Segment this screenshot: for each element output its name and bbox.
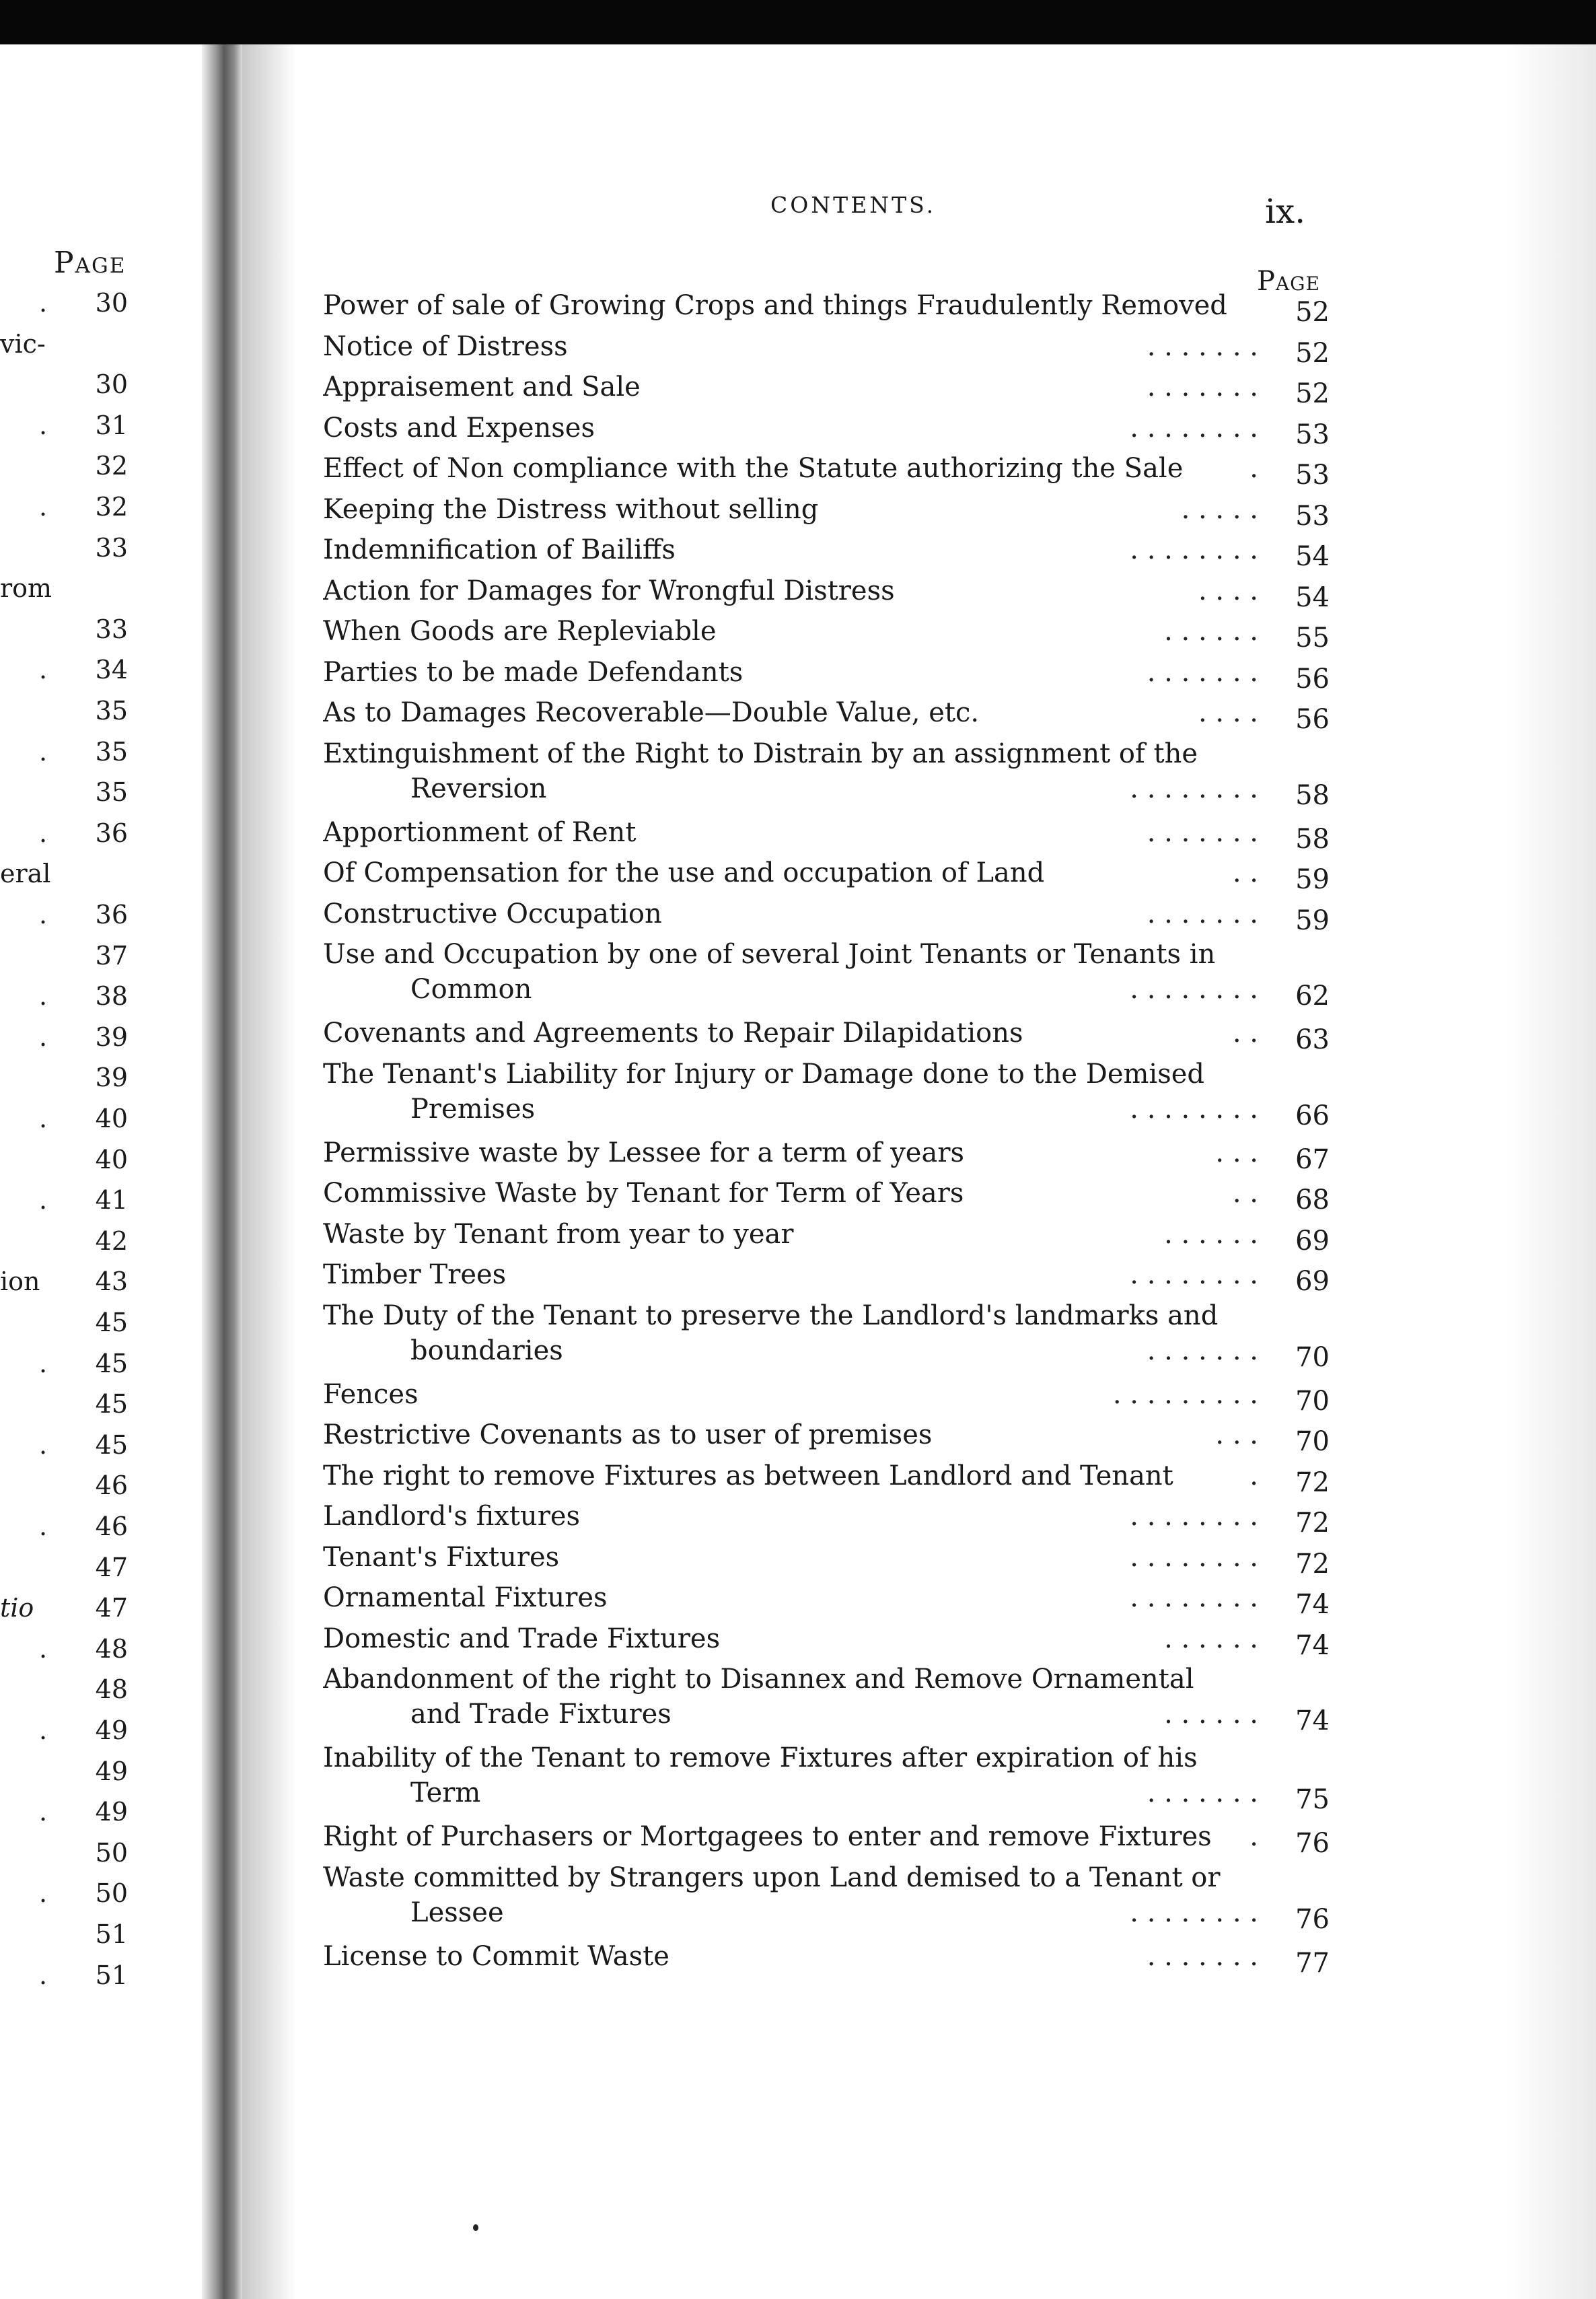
left-row-leader-dot: . xyxy=(39,1960,48,1990)
left-row-leader-dot: . xyxy=(39,1429,48,1460)
contents-entry xyxy=(323,329,1346,369)
contents-entry xyxy=(323,815,1346,855)
entry-page-number: 62 xyxy=(1295,981,1330,1012)
left-row-leader-dot: . xyxy=(39,1633,48,1664)
left-row-leader-dot: . xyxy=(39,1104,48,1133)
left-page-row xyxy=(0,1104,128,1137)
left-row-page-number: 35 xyxy=(95,736,128,767)
entry-page-number: 56 xyxy=(1295,663,1330,695)
leader-dots: . . xyxy=(1232,1178,1258,1209)
entry-page-number: 74 xyxy=(1295,1589,1330,1620)
entry-title: The Tenant's Liability for Injury or Damage done to the Demised xyxy=(323,1058,1205,1090)
entry-title: Covenants and Agreements to Repair Dilapidations xyxy=(323,1018,1023,1049)
leader-dots: . . xyxy=(1232,857,1258,888)
leader-dots: . . . . . . . . . xyxy=(1112,1378,1258,1410)
leader-dots: . . . . . xyxy=(1181,493,1258,525)
entry-page-number: 70 xyxy=(1295,1426,1330,1457)
left-row-page-number: 45 xyxy=(95,1429,128,1460)
left-page-row xyxy=(0,1349,128,1382)
left-row-page-number: 47 xyxy=(95,1552,128,1582)
left-row-page-number: 48 xyxy=(95,1633,128,1664)
left-page-row xyxy=(0,1226,128,1260)
leader-dots: . . . . . . xyxy=(1164,616,1258,647)
left-page-row xyxy=(0,614,128,648)
folio-number: ix. xyxy=(1265,192,1306,231)
left-row-page-number: 37 xyxy=(95,940,128,970)
entry-page-number: 58 xyxy=(1295,779,1330,811)
contents-entry xyxy=(323,288,1346,328)
entry-page-number: 53 xyxy=(1295,500,1330,532)
entry-title-continuation: Common xyxy=(410,974,532,1005)
left-page-row xyxy=(0,451,128,485)
left-row-page-number: 42 xyxy=(95,1226,128,1256)
entry-title: Landlord's fixtures xyxy=(323,1501,581,1532)
leader-dots: . . . . . . . xyxy=(1147,372,1258,402)
left-row-leader-dot: . xyxy=(39,492,48,522)
contents-entry xyxy=(323,1860,1346,1935)
entry-title: As to Damages Recoverable—Double Value, etc. xyxy=(323,697,980,728)
entry-title: Extinguishment of the Right to Distrain by an assignment of the xyxy=(323,738,1198,769)
left-row-page-number: 39 xyxy=(95,1063,128,1093)
contents-entry xyxy=(323,1580,1346,1620)
left-page-row xyxy=(0,1674,128,1708)
contents-entry xyxy=(323,1217,1346,1257)
left-row-page-number: 30 xyxy=(95,369,128,400)
entry-page-number: 69 xyxy=(1295,1225,1330,1257)
leader-dots: . . . . . . . xyxy=(1147,816,1258,848)
left-row-fragment: vic- xyxy=(0,328,46,359)
left-row-fragment: rom xyxy=(0,573,52,604)
entry-page-number: 66 xyxy=(1295,1100,1330,1131)
left-row-page-number: 32 xyxy=(95,451,128,481)
left-row-leader-dot: . xyxy=(39,900,48,929)
entry-title: Use and Occupation by one of several Joint Tenants or Tenants in xyxy=(323,939,1216,970)
left-row-page-number: 49 xyxy=(95,1716,128,1745)
entry-title: Constructive Occupation xyxy=(323,898,662,929)
contents-entry xyxy=(323,855,1346,895)
entry-page-number: 70 xyxy=(1295,1341,1330,1373)
leader-dots: . xyxy=(1249,1460,1258,1491)
contents-entry xyxy=(323,1016,1346,1055)
entry-title-continuation: Reversion xyxy=(410,773,547,804)
entry-title: Effect of Non compliance with the Statute authorizing the Sale xyxy=(323,453,1184,484)
leader-dots: . . . xyxy=(1215,1137,1258,1168)
entry-title: Abandonment of the right to Disannex and Remove Ornamental xyxy=(323,1664,1194,1695)
entry-title: The Duty of the Tenant to preserve the Landlord's landmarks and xyxy=(323,1300,1219,1331)
entry-title: Waste by Tenant from year to year xyxy=(323,1218,794,1250)
contents-entry xyxy=(323,1057,1346,1131)
contents-entry xyxy=(323,1298,1346,1373)
entry-page-number: 53 xyxy=(1295,460,1330,491)
left-row-leader-dot: . xyxy=(39,1185,48,1215)
entry-title: License to Commit Waste xyxy=(323,1940,669,1972)
entry-title: The right to remove Fixtures as between Landlord and Tenant xyxy=(323,1460,1173,1491)
leader-dots: . . . . . . xyxy=(1164,1218,1258,1250)
leader-dots: . . . . . . . xyxy=(1147,1335,1258,1366)
left-page-row xyxy=(0,1797,128,1831)
leader-dots: . . . . . . . . xyxy=(1130,1501,1258,1532)
leader-dots: . . . . . . . . xyxy=(1130,1541,1258,1573)
entry-title: Power of sale of Growing Crops and things Fraudulently Removed xyxy=(323,290,1227,321)
left-page-row xyxy=(0,533,128,567)
contents-entry xyxy=(323,532,1346,572)
entry-title-continuation: boundaries xyxy=(410,1335,563,1366)
left-page-row xyxy=(0,859,128,892)
leader-dots: . . . . . . . . xyxy=(1130,1259,1258,1290)
left-page-row xyxy=(0,1919,128,1953)
entry-page-number: 53 xyxy=(1295,419,1330,450)
left-row-leader-dot: . xyxy=(39,736,48,767)
contents-entry xyxy=(323,736,1346,811)
leader-dots: . . . . . . . . xyxy=(1130,773,1258,804)
entry-page-number: 76 xyxy=(1295,1828,1330,1859)
left-row-leader-dot: . xyxy=(39,1797,48,1827)
page-edge-shadow xyxy=(1447,44,1596,2299)
left-page-row xyxy=(0,981,128,1015)
left-row-page-number: 36 xyxy=(95,900,128,929)
left-page-row xyxy=(0,737,128,771)
left-row-leader-dot: . xyxy=(39,1348,48,1378)
book-gutter-shadow xyxy=(202,44,242,2299)
contents-entry xyxy=(323,492,1346,532)
entry-page-number: 54 xyxy=(1295,581,1330,613)
left-page-row xyxy=(0,1553,128,1586)
left-page-row xyxy=(0,1267,128,1300)
left-row-page-number: 45 xyxy=(95,1348,128,1378)
entry-title-continuation: and Trade Fixtures xyxy=(410,1699,672,1730)
page-column-heading: Page xyxy=(1257,266,1320,297)
left-row-fragment: ion xyxy=(0,1267,40,1297)
left-row-page-number: 46 xyxy=(95,1471,128,1501)
leader-dots: . . . . . . . . xyxy=(1130,974,1258,1005)
left-page-row xyxy=(0,1757,128,1790)
left-row-page-number: 35 xyxy=(95,696,128,726)
entry-title: Restrictive Covenants as to user of premises xyxy=(323,1419,933,1450)
left-row-leader-dot: . xyxy=(39,1022,48,1052)
entry-page-number: 52 xyxy=(1295,378,1330,409)
entry-title: Waste committed by Strangers upon Land demised to a Tenant or xyxy=(323,1862,1221,1893)
entry-title: Timber Trees xyxy=(323,1259,507,1290)
entry-page-number: 68 xyxy=(1295,1184,1330,1215)
left-row-fragment: eral xyxy=(0,859,51,889)
contents-entry xyxy=(323,937,1346,1012)
left-page-row xyxy=(0,1593,128,1627)
entry-page-number: 52 xyxy=(1295,337,1330,369)
entry-title: Tenant's Fixtures xyxy=(323,1541,560,1573)
contents-entry xyxy=(323,1662,1346,1736)
left-row-leader-dot: . xyxy=(39,818,48,848)
entry-page-number: 69 xyxy=(1295,1266,1330,1297)
left-page-row xyxy=(0,288,128,322)
left-row-page-number: 33 xyxy=(95,614,128,644)
entry-title: Fences xyxy=(323,1378,419,1410)
entry-title-continuation: Lessee xyxy=(410,1897,504,1928)
entry-title: Inability of the Tenant to remove Fixtures after expiration of his xyxy=(323,1742,1198,1773)
entry-page-number: 54 xyxy=(1295,541,1330,572)
entry-title: Parties to be made Defendants xyxy=(323,656,743,688)
contents-entry xyxy=(323,1417,1346,1457)
leader-dots: . . . . . . xyxy=(1164,1623,1258,1654)
contents-entry xyxy=(323,655,1346,695)
contents-entry xyxy=(323,1540,1346,1580)
left-row-page-number: 51 xyxy=(95,1960,128,1990)
left-row-page-number: 41 xyxy=(95,1185,128,1215)
entry-title: Action for Damages for Wrongful Distress xyxy=(323,575,895,606)
left-page-row xyxy=(0,329,128,363)
left-page-row xyxy=(0,1634,128,1668)
leader-dots: . . . . . . . . xyxy=(1130,412,1258,444)
left-page-row xyxy=(0,492,128,526)
left-page-row xyxy=(0,777,128,811)
left-page-row xyxy=(0,573,128,607)
leader-dots: . . . xyxy=(1215,1419,1258,1450)
leader-dots: . xyxy=(1249,453,1258,484)
contents-entry xyxy=(323,1176,1346,1215)
left-row-page-number: 35 xyxy=(95,777,128,808)
left-page-row xyxy=(0,1145,128,1178)
entry-page-number: 74 xyxy=(1295,1629,1330,1661)
left-row-leader-dot: . xyxy=(39,655,48,685)
contents-entry xyxy=(323,896,1346,936)
left-row-page-number: 48 xyxy=(95,1674,128,1705)
contents-entry xyxy=(323,1257,1346,1297)
left-row-page-number: 40 xyxy=(95,1104,128,1133)
entry-page-number: 67 xyxy=(1295,1143,1330,1175)
left-page-row xyxy=(0,818,128,852)
leader-dots: . . . . . . xyxy=(1164,1699,1258,1730)
left-page-row xyxy=(0,1308,128,1341)
left-page-row xyxy=(0,1022,128,1056)
left-page-row xyxy=(0,1389,128,1423)
entry-title: Indemnification of Bailiffs xyxy=(323,534,676,565)
left-row-page-number: 38 xyxy=(95,981,128,1012)
entry-title: Apportionment of Rent xyxy=(323,816,637,848)
leader-dots: . . . . . . . . xyxy=(1130,1897,1258,1928)
ink-speck xyxy=(473,2224,478,2231)
left-row-leader-dot: . xyxy=(39,1878,48,1909)
left-page-row xyxy=(0,900,128,933)
leader-dots: . . . . . . . xyxy=(1147,1777,1258,1808)
contents-entry xyxy=(323,1621,1346,1661)
left-page-row xyxy=(0,1471,128,1504)
entry-page-number: 59 xyxy=(1295,905,1330,936)
contents-entry xyxy=(323,369,1346,409)
entry-page-number: 56 xyxy=(1295,704,1330,735)
left-page-row xyxy=(0,1185,128,1219)
leader-dots: . . . . . . . xyxy=(1147,656,1258,688)
entry-title: Right of Purchasers or Mortgagees to enter and remove Fixtures xyxy=(323,1821,1212,1852)
entry-page-number: 55 xyxy=(1295,623,1330,653)
contents-entry xyxy=(323,1377,1346,1417)
entry-page-number: 63 xyxy=(1295,1024,1330,1055)
left-page-row xyxy=(0,1838,128,1872)
leader-dots: . . . . . . . xyxy=(1147,1940,1258,1972)
entry-title: Notice of Distress xyxy=(323,330,568,362)
entry-page-number: 76 xyxy=(1295,1903,1330,1935)
entry-title-continuation: Premises xyxy=(410,1093,536,1125)
left-row-page-number: 34 xyxy=(95,655,128,685)
left-page-row xyxy=(0,1430,128,1464)
left-row-page-number: 33 xyxy=(95,532,128,563)
left-row-page-number: 49 xyxy=(95,1797,128,1827)
leader-dots: . . . . . . . . xyxy=(1130,1093,1258,1125)
entry-page-number: 72 xyxy=(1295,1508,1330,1538)
left-row-page-number: 45 xyxy=(95,1308,128,1337)
contents-entry xyxy=(323,614,1346,653)
entry-title: Ornamental Fixtures xyxy=(323,1582,608,1613)
left-page-row xyxy=(0,696,128,730)
contents-entry xyxy=(323,1939,1346,1979)
left-row-leader-dot: . xyxy=(39,1716,48,1745)
leader-dots: . . . . . . . . xyxy=(1130,534,1258,565)
left-page-row xyxy=(0,941,128,975)
contents-entry xyxy=(323,695,1346,735)
left-row-leader-dot: . xyxy=(39,410,48,440)
entry-page-number: 77 xyxy=(1295,1947,1330,1979)
entry-title: Appraisement and Sale xyxy=(323,372,641,402)
entry-title: Costs and Expenses xyxy=(323,412,595,444)
left-row-page-number: 51 xyxy=(95,1919,128,1949)
left-row-page-number: 39 xyxy=(95,1022,128,1052)
left-page-row xyxy=(0,1063,128,1096)
entry-title-continuation: Term xyxy=(410,1777,481,1808)
entry-page-number: 59 xyxy=(1295,864,1330,895)
running-head: CONTENTS. xyxy=(770,192,937,218)
left-row-leader-dot: . xyxy=(39,288,48,318)
left-row-page-number: 40 xyxy=(95,1144,128,1174)
left-row-page-number: 49 xyxy=(95,1756,128,1786)
leader-dots: . . . . . . . xyxy=(1147,898,1258,929)
entry-page-number: 58 xyxy=(1295,823,1330,855)
left-row-leader-dot: . xyxy=(39,1512,48,1541)
left-page-row xyxy=(0,369,128,403)
entry-page-number: 52 xyxy=(1295,297,1330,328)
left-row-page-number: 50 xyxy=(95,1837,128,1868)
left-row-page-number: 50 xyxy=(95,1878,128,1909)
left-row-fragment: tio xyxy=(0,1593,34,1623)
contents-entry xyxy=(323,1499,1346,1538)
left-row-page-number: 47 xyxy=(95,1593,128,1623)
scan-top-border xyxy=(0,0,1596,44)
entry-title: When Goods are Repleviable xyxy=(323,616,717,647)
contents-entry xyxy=(323,1135,1346,1175)
entry-page-number: 70 xyxy=(1295,1385,1330,1417)
entry-title: Domestic and Trade Fixtures xyxy=(323,1623,721,1654)
entry-page-number: 72 xyxy=(1295,1466,1330,1498)
left-page-row xyxy=(0,1716,128,1749)
left-row-page-number: 30 xyxy=(95,288,128,318)
contents-entry xyxy=(323,451,1346,491)
entry-page-number: 72 xyxy=(1295,1548,1330,1580)
book-gutter-fade xyxy=(242,44,296,2299)
left-row-page-number: 45 xyxy=(95,1389,128,1419)
leader-dots: . xyxy=(1249,1821,1258,1852)
leader-dots: . . . . xyxy=(1198,697,1258,728)
left-page-row xyxy=(0,1960,128,1994)
contents-entry xyxy=(323,411,1346,450)
entry-page-number: 75 xyxy=(1295,1784,1330,1815)
left-row-leader-dot: . xyxy=(39,981,48,1012)
left-row-page-number: 46 xyxy=(95,1512,128,1541)
left-row-page-number: 31 xyxy=(95,410,128,440)
entry-title: Permissive waste by Lessee for a term of years xyxy=(323,1137,964,1168)
entry-title: Keeping the Distress without selling xyxy=(323,493,819,525)
leader-dots: . . . . xyxy=(1198,575,1258,606)
left-page-heading: Page xyxy=(54,246,126,280)
left-row-page-number: 43 xyxy=(95,1267,128,1297)
contents-entry xyxy=(323,1819,1346,1859)
entry-page-number: 74 xyxy=(1295,1705,1330,1736)
leader-dots: . . xyxy=(1232,1018,1258,1049)
leader-dots: . . . . . . . xyxy=(1147,330,1258,362)
contents-entry xyxy=(323,573,1346,613)
entry-title: Of Compensation for the use and occupation of Land xyxy=(323,857,1045,888)
left-row-page-number: 36 xyxy=(95,818,128,848)
leader-dots: . . . . . . . . xyxy=(1130,1582,1258,1613)
left-page-row xyxy=(0,1512,128,1545)
left-row-page-number: 32 xyxy=(95,492,128,522)
entry-title: Commissive Waste by Tenant for Term of Years xyxy=(323,1178,964,1209)
left-page-row xyxy=(0,1878,128,1912)
contents-entry xyxy=(323,1740,1346,1815)
left-page-row xyxy=(0,655,128,688)
left-page-row xyxy=(0,411,128,444)
contents-entry xyxy=(323,1458,1346,1498)
